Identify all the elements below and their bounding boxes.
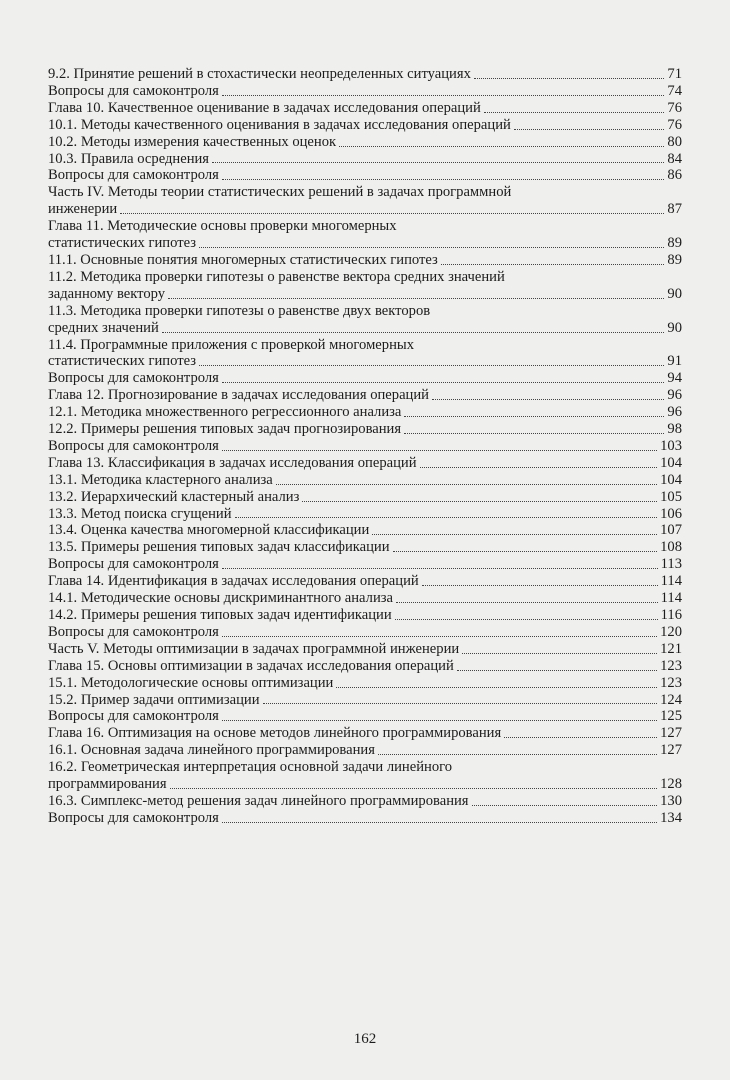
toc-entry-page: 80 (667, 133, 682, 150)
toc-entry-page: 98 (667, 421, 682, 438)
dot-leader (235, 517, 658, 518)
dot-leader (395, 619, 658, 620)
toc-entry-page: 127 (660, 725, 682, 742)
toc-entry-title: программирования (48, 776, 167, 793)
toc-entry-page: 116 (660, 607, 682, 623)
toc-entry-title: Вопросы для самоконтроля (48, 556, 219, 573)
dot-leader (168, 298, 664, 299)
toc-entry (48, 658, 682, 675)
toc-entry (48, 337, 682, 371)
toc-entry-page: 108 (660, 539, 682, 556)
dot-leader (263, 703, 658, 704)
table-of-contents (48, 66, 682, 827)
toc-entry-page: 84 (667, 150, 682, 167)
dot-leader (222, 720, 657, 721)
dot-leader (504, 737, 657, 738)
dot-leader (222, 636, 657, 637)
toc-entry (48, 100, 682, 117)
toc-entry-page: 106 (660, 505, 682, 522)
dot-leader (302, 501, 657, 502)
dot-leader (276, 484, 657, 485)
toc-entry (48, 793, 682, 810)
dot-leader (222, 568, 658, 569)
dot-leader (170, 788, 658, 789)
toc-entry-title-line1: 11.4. Программные приложения с проверкой многомерных (48, 336, 414, 353)
toc-entry-page: 127 (660, 742, 682, 759)
toc-entry (48, 692, 682, 709)
toc-entry (48, 151, 682, 168)
dot-leader (222, 382, 665, 383)
toc-entry-page: 121 (660, 640, 682, 657)
toc-entry-page: 76 (667, 99, 682, 116)
toc-entry (48, 742, 682, 759)
toc-entry-page: 104 (660, 471, 682, 488)
toc-entry-title: Глава 15. Основы оптимизации в задачах исследования операций (48, 657, 454, 674)
dot-leader (432, 399, 664, 400)
toc-entry-title: Вопросы для самоконтроля (48, 623, 219, 640)
toc-entry-page: 89 (667, 251, 682, 268)
toc-entry-page: 94 (667, 370, 682, 387)
toc-entry-title-line1: Глава 11. Методические основы проверки многомерных (48, 218, 397, 235)
toc-entry-title: Вопросы для самоконтроля (48, 708, 219, 725)
toc-entry-title: Вопросы для самоконтроля (48, 437, 219, 454)
toc-entry-title: 10.2. Методы измерения качественных оценок (48, 133, 337, 150)
toc-entry-title: 9.2. Принятие решений в стохастически неопределенных ситуациях (48, 66, 471, 82)
toc-entry (48, 708, 682, 725)
toc-entry-title: Глава 10. Качественное оценивание в задачах исследования операций (48, 99, 481, 116)
toc-entry (48, 167, 682, 184)
toc-entry-page: 134 (660, 809, 682, 826)
dot-leader (222, 822, 657, 823)
page-number: 162 (353, 1031, 377, 1047)
toc-entry (48, 66, 682, 83)
toc-entry-page: 103 (660, 437, 682, 454)
toc-entry-page: 91 (667, 353, 682, 370)
toc-entry (48, 421, 682, 438)
toc-entry (48, 489, 682, 506)
toc-entry (48, 438, 682, 455)
toc-entry-title: Вопросы для самоконтроля (48, 82, 219, 99)
toc-entry-title: 11.1. Основные понятия многомерных статистических гипотез (48, 251, 438, 268)
toc-entry-page: 74 (667, 82, 682, 99)
toc-entry (48, 134, 682, 151)
toc-entry-title: 13.1. Методика кластерного анализа (48, 471, 273, 488)
toc-entry-title: Вопросы для самоконтроля (48, 370, 219, 387)
toc-entry-title: Глава 13. Классификация в задачах исследования операций (48, 454, 417, 471)
dot-leader (199, 365, 664, 366)
toc-entry (48, 387, 682, 404)
toc-entry-page: 120 (660, 623, 682, 640)
dot-leader (514, 129, 665, 130)
toc-entry (48, 506, 682, 523)
toc-entry-title: Вопросы для самоконтроля (48, 167, 219, 184)
dot-leader (462, 653, 657, 654)
toc-entry-page: 90 (667, 319, 682, 336)
toc-entry (48, 573, 682, 590)
toc-entry-page: 124 (660, 691, 682, 708)
toc-entry (48, 269, 682, 303)
toc-entry-title-line1: 16.2. Геометрическая интерпретация основной задачи линейного (48, 759, 453, 776)
toc-entry-title: 12.1. Методика множественного регрессионного анализа (48, 404, 402, 421)
toc-entry-title: Часть V. Методы оптимизации в задачах программной инженерии (48, 640, 460, 657)
toc-entry-title-line1: 11.2. Методика проверки гипотезы о равенстве вектора средних значений (48, 268, 505, 285)
toc-entry-page: 90 (667, 285, 682, 302)
toc-entry-title: заданному вектору (48, 285, 166, 302)
toc-entry-page: 89 (667, 235, 682, 252)
toc-entry-title: 15.1. Методологические основы оптимизации (48, 674, 334, 691)
dot-leader (393, 551, 658, 552)
toc-entry (48, 590, 682, 607)
toc-entry-title: 10.1. Методы качественного оценивания в задачах исследования операций (48, 116, 511, 133)
toc-entry-page: 114 (660, 573, 682, 590)
toc-entry-page: 130 (660, 792, 682, 809)
dot-leader (396, 602, 658, 603)
toc-entry-page: 113 (660, 556, 682, 573)
dot-leader (472, 805, 658, 806)
dot-leader (378, 754, 657, 755)
toc-entry-page: 86 (667, 167, 682, 184)
dot-leader (420, 467, 658, 468)
dot-leader (339, 146, 664, 147)
dot-leader (336, 687, 657, 688)
toc-entry (48, 539, 682, 556)
toc-entry (48, 184, 682, 218)
toc-entry-title: Вопросы для самоконтроля (48, 809, 219, 826)
toc-entry-title: 15.2. Пример задачи оптимизации (48, 691, 260, 708)
dot-leader (422, 585, 658, 586)
toc-entry-title: 13.4. Оценка качества многомерной классификации (48, 522, 370, 539)
toc-entry-title: 14.2. Примеры решения типовых задач идентификации (48, 607, 392, 623)
dot-leader (212, 162, 664, 163)
toc-entry-title-line1: Часть IV. Методы теории статистических решений в задачах программной (48, 184, 512, 201)
dot-leader (120, 213, 664, 214)
toc-entry (48, 556, 682, 573)
toc-entry-page: 128 (660, 776, 682, 793)
dot-leader (404, 433, 664, 434)
dot-leader (474, 78, 665, 79)
toc-entry-page: 123 (660, 657, 682, 674)
toc-entry (48, 117, 682, 134)
toc-entry-page: 114 (660, 590, 682, 607)
dot-leader (441, 264, 665, 265)
dot-leader (484, 112, 665, 113)
toc-entry (48, 252, 682, 269)
dot-leader (199, 247, 664, 248)
toc-entry-title: средних значений (48, 319, 159, 336)
toc-entry-title: статистических гипотез (48, 353, 196, 370)
toc-entry-title: 13.3. Метод поиска сгущений (48, 505, 232, 522)
toc-entry (48, 759, 682, 793)
toc-entry-page: 96 (667, 404, 682, 421)
toc-entry (48, 641, 682, 658)
toc-entry (48, 522, 682, 539)
toc-entry-title-line1: 11.3. Методика проверки гипотезы о равенстве двух векторов (48, 302, 431, 319)
toc-entry-title: 16.1. Основная задача линейного программирования (48, 742, 375, 759)
toc-entry-title: 16.3. Симплекс-метод решения задач линейного программирования (48, 792, 469, 809)
dot-leader (457, 670, 657, 671)
toc-entry-page: 76 (667, 116, 682, 133)
toc-entry-page: 96 (667, 387, 682, 404)
dot-leader (222, 450, 657, 451)
toc-entry-title: Глава 14. Идентификация в задачах исследования операций (48, 573, 419, 590)
toc-entry (48, 218, 682, 252)
toc-entry-title: 14.1. Методические основы дискриминантного анализа (48, 590, 393, 607)
toc-entry-title: 13.2. Иерархический кластерный анализ (48, 488, 300, 505)
toc-entry (48, 725, 682, 742)
toc-entry-title: Глава 12. Прогнозирование в задачах исследования операций (48, 387, 429, 404)
toc-entry (48, 370, 682, 387)
dot-leader (372, 534, 657, 535)
toc-entry (48, 404, 682, 421)
toc-entry (48, 472, 682, 489)
toc-entry (48, 303, 682, 337)
toc-entry-page: 107 (660, 522, 682, 539)
toc-entry-title: 13.5. Примеры решения типовых задач классификации (48, 539, 390, 556)
toc-entry (48, 607, 682, 624)
dot-leader (222, 95, 665, 96)
dot-leader (162, 332, 665, 333)
toc-entry-page: 123 (660, 674, 682, 691)
toc-entry (48, 624, 682, 641)
toc-entry-title: 12.2. Примеры решения типовых задач прогнозирования (48, 421, 402, 438)
toc-entry-page: 87 (667, 201, 682, 218)
toc-entry-page: 125 (660, 708, 682, 725)
toc-entry-page: 104 (660, 454, 682, 471)
toc-entry-title: 10.3. Правила осреднения (48, 150, 210, 167)
toc-entry (48, 455, 682, 472)
dot-leader (404, 416, 664, 417)
toc-entry (48, 675, 682, 692)
toc-entry-page: 105 (660, 488, 682, 505)
toc-entry (48, 810, 682, 827)
toc-entry (48, 83, 682, 100)
toc-entry-title: Глава 16. Оптимизация на основе методов линейного программирования (48, 725, 502, 742)
dot-leader (222, 179, 665, 180)
toc-entry-title: инженерии (48, 201, 118, 218)
toc-entry-title: статистических гипотез (48, 235, 196, 252)
toc-entry-page: 71 (667, 66, 682, 82)
